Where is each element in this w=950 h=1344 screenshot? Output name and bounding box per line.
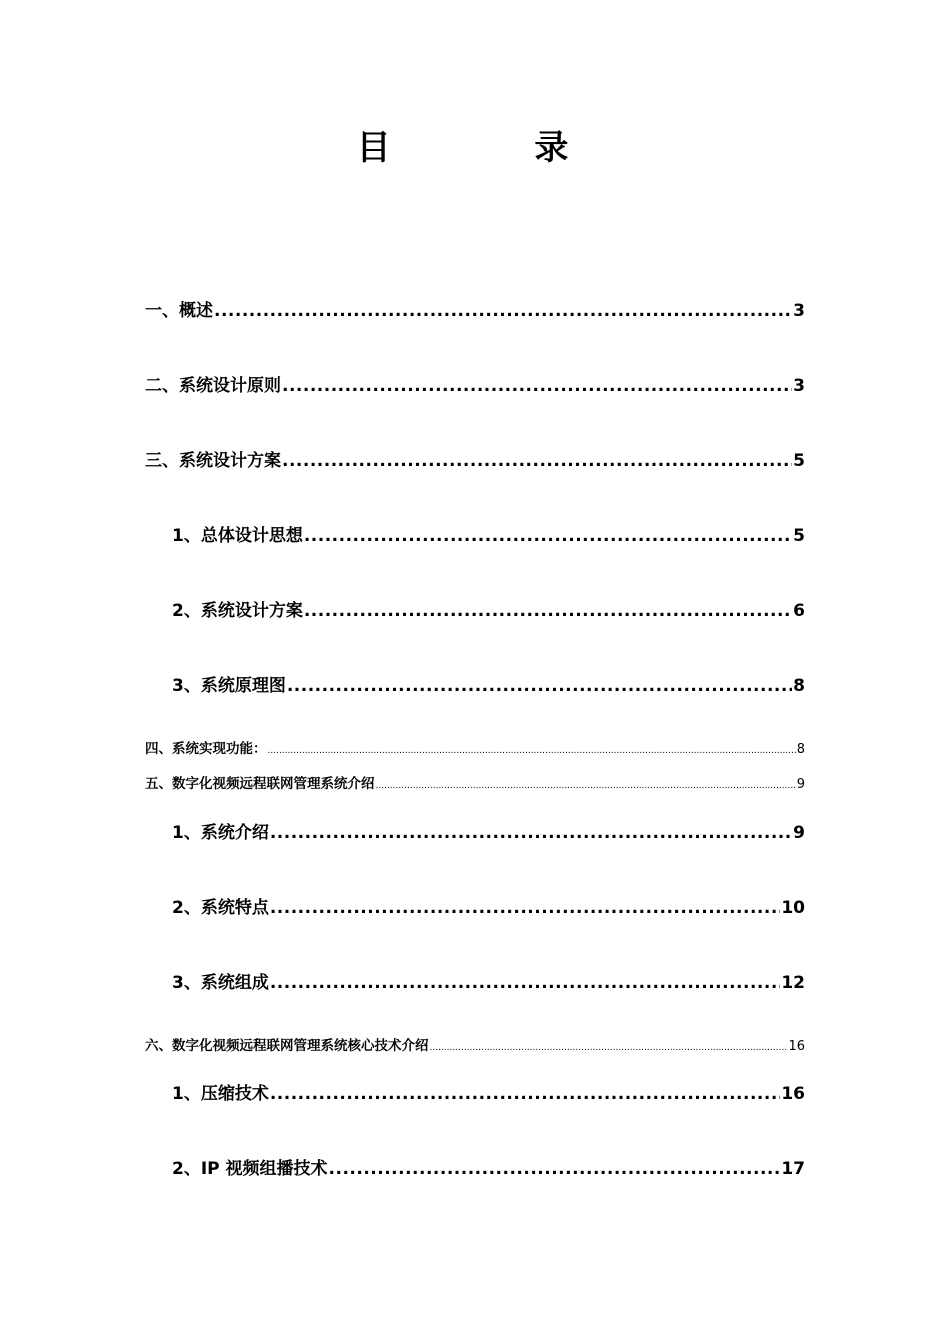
toc-entry-page: 3 xyxy=(793,301,805,321)
toc-entry-label: 1、总体设计思想 xyxy=(172,526,303,546)
toc-entry[interactable] xyxy=(172,971,805,995)
toc-leader-dots xyxy=(329,1157,781,1181)
toc-leader-dots xyxy=(282,374,792,398)
toc-leader-dots xyxy=(270,896,780,920)
toc-entry[interactable] xyxy=(172,1082,805,1106)
toc-entry-label: 3、系统组成 xyxy=(172,973,269,993)
toc-leader-dots xyxy=(376,776,796,796)
toc-entry-page: 5 xyxy=(793,451,805,471)
toc-entry-page: 10 xyxy=(781,898,805,918)
toc-leader-dots xyxy=(270,821,792,845)
toc-entry-label: 2、IP 视频组播技术 xyxy=(172,1159,328,1179)
toc-leader-dots xyxy=(304,524,792,548)
toc-leader-dots xyxy=(270,971,780,995)
toc-entry[interactable] xyxy=(145,374,805,398)
toc-entry-page: 8 xyxy=(796,742,805,757)
toc-entry[interactable] xyxy=(172,896,805,920)
toc-leader-dots xyxy=(268,741,796,761)
toc-entry[interactable] xyxy=(145,739,805,761)
toc-entry-label: 五、数字化视频远程联网管理系统介绍 xyxy=(145,776,375,792)
toc-entry-label: 1、系统介绍 xyxy=(172,823,269,843)
toc-entry[interactable] xyxy=(145,449,805,473)
toc-entry-page: 5 xyxy=(793,526,805,546)
toc-entry-page: 16 xyxy=(781,1084,805,1104)
toc-entry[interactable] xyxy=(172,599,805,623)
toc-entry-label: 二、系统设计原则 xyxy=(145,376,281,396)
toc-entry-label: 1、压缩技术 xyxy=(172,1084,269,1104)
toc-leader-dots xyxy=(214,299,792,323)
toc-entry-page: 9 xyxy=(793,823,805,843)
toc-entry-page: 9 xyxy=(796,777,805,792)
toc-entry-page: 17 xyxy=(781,1159,805,1179)
toc-entry[interactable] xyxy=(145,774,805,796)
toc-entry[interactable] xyxy=(172,1157,805,1181)
toc-entry-label: 四、系统实现功能： xyxy=(145,741,267,757)
toc-entry-label: 六、数字化视频远程联网管理系统核心技术介绍 xyxy=(145,1038,429,1054)
toc-entry[interactable] xyxy=(172,674,805,698)
toc-leader-dots xyxy=(304,599,792,623)
toc-entry[interactable] xyxy=(145,299,805,323)
toc-entry-page: 3 xyxy=(793,376,805,396)
toc-entry-label: 3、系统原理图 xyxy=(172,676,286,696)
toc-entry[interactable] xyxy=(172,524,805,548)
toc-entry-page: 8 xyxy=(793,676,805,696)
toc-leader-dots xyxy=(270,1082,780,1106)
toc-entry-label: 三、系统设计方案 xyxy=(145,451,281,471)
toc-entry-label: 一、概述 xyxy=(145,301,213,321)
toc-entry[interactable] xyxy=(172,821,805,845)
toc-leader-dots xyxy=(287,674,792,698)
toc-entry-label: 2、系统设计方案 xyxy=(172,601,303,621)
toc-entry-label: 2、系统特点 xyxy=(172,898,269,918)
toc-entry[interactable] xyxy=(145,1036,805,1058)
toc-leader-dots xyxy=(282,449,792,473)
toc-leader-dots xyxy=(430,1038,788,1058)
toc-entry-page: 16 xyxy=(788,1039,805,1054)
toc-entry-page: 12 xyxy=(781,973,805,993)
page-title: 目 录 xyxy=(356,128,609,168)
toc-entry-page: 6 xyxy=(793,601,805,621)
